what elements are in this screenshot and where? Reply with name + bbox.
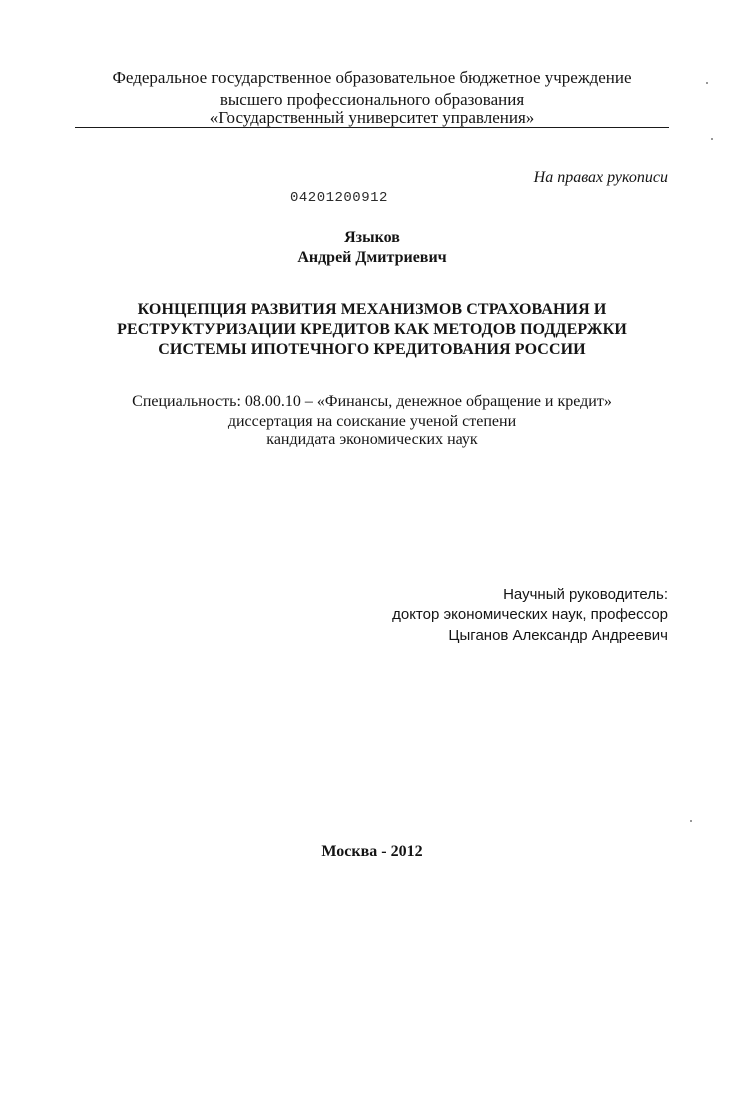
author-surname: Языков	[344, 229, 400, 246]
scan-speck	[706, 82, 708, 84]
degree-line-1: диссертация на соискание ученой степени	[227, 413, 517, 430]
scan-speck	[690, 820, 692, 822]
header-divider	[75, 127, 669, 128]
place-year: Москва - 2012	[321, 843, 423, 860]
title-line-3: СИСТЕМЫ ИПОТЕЧНОГО КРЕДИТОВАНИЯ РОССИИ	[158, 341, 586, 358]
specialty-line: Специальность: 08.00.10 – «Финансы, денежное обращение и кредит»	[132, 393, 612, 410]
supervisor-name: Цыганов Александр Андреевич	[448, 627, 668, 644]
degree-line-2: кандидата экономических наук	[266, 431, 478, 448]
institution-name: «Государственный университет управления»	[209, 108, 535, 127]
registration-number: 04201200912	[290, 190, 388, 206]
institution-line-2: высшего профессионального образования	[219, 90, 525, 109]
manuscript-note: На правах рукописи	[533, 169, 668, 186]
author-name: Андрей Дмитриевич	[297, 249, 447, 266]
institution-line-1: Федеральное государственное образовательное бюджетное учреждение	[112, 68, 632, 87]
title-line-1: КОНЦЕПЦИЯ РАЗВИТИЯ МЕХАНИЗМОВ СТРАХОВАНИЯ И	[137, 301, 607, 318]
title-line-2: РЕСТРУКТУРИЗАЦИИ КРЕДИТОВ КАК МЕТОДОВ ПОДДЕРЖКИ	[117, 321, 627, 338]
supervisor-label: Научный руководитель:	[503, 586, 668, 603]
supervisor-degree: доктор экономических наук, профессор	[392, 606, 668, 623]
scan-speck	[711, 138, 713, 140]
